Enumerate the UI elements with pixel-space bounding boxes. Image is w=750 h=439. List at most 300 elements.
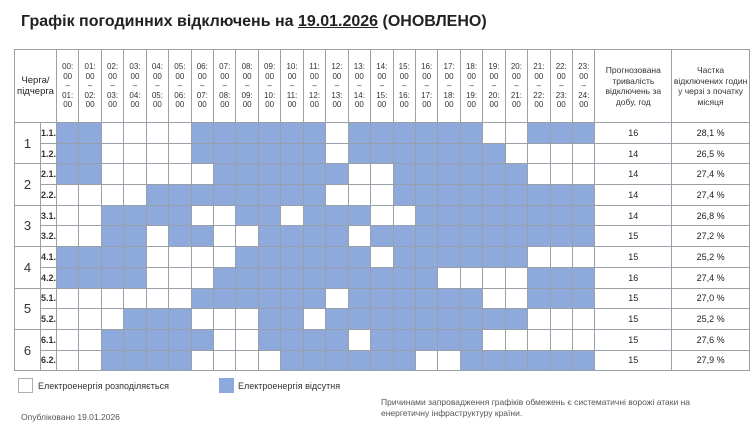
hour-header: 10: 00 – 11: 00 — [281, 50, 303, 123]
hour-header: 21: 00 – 22: 00 — [528, 50, 550, 123]
power-cell — [483, 288, 505, 309]
power-cell — [505, 267, 527, 288]
outage-cell — [483, 226, 505, 247]
subqueue-label: 6.2. — [40, 350, 56, 371]
outage-cell — [236, 247, 258, 268]
outage-cell — [415, 205, 437, 226]
outage-cell — [371, 350, 393, 371]
hour-header: 01: 00 – 02: 00 — [79, 50, 101, 123]
outage-cell — [214, 288, 236, 309]
outage-cell — [460, 205, 482, 226]
outage-cell — [415, 226, 437, 247]
power-cell — [236, 309, 258, 330]
outage-cell — [483, 247, 505, 268]
outage-cell — [371, 329, 393, 350]
outage-cell — [146, 205, 168, 226]
percent-value: 27,4 % — [672, 267, 750, 288]
outage-cell — [79, 123, 101, 144]
hour-header: 17: 00 – 18: 00 — [438, 50, 460, 123]
power-cell — [573, 247, 595, 268]
outage-cell — [281, 123, 303, 144]
percent-value: 28,1 % — [672, 123, 750, 144]
power-cell — [573, 329, 595, 350]
power-cell — [101, 288, 123, 309]
power-cell — [371, 185, 393, 206]
power-cell — [146, 247, 168, 268]
power-cell — [101, 143, 123, 164]
outage-cell — [303, 350, 325, 371]
table-row — [15, 309, 750, 330]
outage-cell — [146, 185, 168, 206]
title-date: 19.01.2026 — [297, 13, 379, 30]
outage-cell — [483, 309, 505, 330]
hour-header: 19: 00 – 20: 00 — [483, 50, 505, 123]
table-row — [15, 288, 750, 309]
power-cell — [550, 164, 572, 185]
power-cell — [146, 267, 168, 288]
power-cell — [371, 247, 393, 268]
hour-header: 04: 00 – 05: 00 — [146, 50, 168, 123]
outage-cell — [281, 267, 303, 288]
outage-cell — [415, 123, 437, 144]
outage-cell — [573, 288, 595, 309]
outage-cell — [303, 226, 325, 247]
power-cell — [371, 205, 393, 226]
outage-cell — [505, 205, 527, 226]
outage-cell — [326, 267, 348, 288]
outage-cell — [258, 288, 280, 309]
outage-cell — [303, 329, 325, 350]
outage-cell — [281, 309, 303, 330]
table-row — [15, 205, 750, 226]
outage-cell — [236, 143, 258, 164]
outage-cell — [550, 123, 572, 144]
outage-cell — [438, 247, 460, 268]
outage-cell — [191, 185, 213, 206]
outage-cell — [528, 267, 550, 288]
power-cell — [169, 288, 191, 309]
outage-cell — [371, 288, 393, 309]
queue-label: 1 — [15, 123, 41, 164]
forecast-value: 16 — [595, 267, 672, 288]
power-cell — [214, 309, 236, 330]
outage-schedule-table — [14, 49, 750, 371]
outage-cell — [281, 329, 303, 350]
outage-cell — [348, 247, 370, 268]
outage-cell — [348, 123, 370, 144]
power-cell — [438, 350, 460, 371]
outage-cell — [438, 288, 460, 309]
power-cell — [438, 267, 460, 288]
forecast-value: 14 — [595, 164, 672, 185]
outage-cell — [56, 247, 78, 268]
power-cell — [56, 185, 78, 206]
forecast-value: 16 — [595, 123, 672, 144]
power-cell — [573, 143, 595, 164]
outage-cell — [505, 350, 527, 371]
power-cell — [214, 329, 236, 350]
outage-cell — [191, 288, 213, 309]
outage-cell — [79, 143, 101, 164]
hour-header: 18: 00 – 19: 00 — [460, 50, 482, 123]
outage-cell — [79, 247, 101, 268]
outage-cell — [528, 123, 550, 144]
outage-cell — [258, 267, 280, 288]
outage-cell — [236, 205, 258, 226]
outage-cell — [393, 350, 415, 371]
power-cell — [79, 309, 101, 330]
power-cell — [214, 350, 236, 371]
power-cell — [573, 164, 595, 185]
forecast-value: 14 — [595, 143, 672, 164]
outage-cell — [146, 309, 168, 330]
legend-power-on-swatch — [18, 378, 33, 393]
outage-cell — [303, 288, 325, 309]
outage-cell — [505, 185, 527, 206]
power-cell — [528, 329, 550, 350]
queue-label: 4 — [15, 247, 41, 288]
outage-cell — [573, 350, 595, 371]
legend-power-off-swatch — [219, 378, 234, 393]
power-cell — [460, 267, 482, 288]
outage-cell — [415, 143, 437, 164]
outage-cell — [326, 329, 348, 350]
power-cell — [528, 143, 550, 164]
outage-cell — [191, 123, 213, 144]
power-cell — [79, 329, 101, 350]
outage-cell — [415, 247, 437, 268]
power-cell — [371, 164, 393, 185]
outage-cell — [303, 247, 325, 268]
outage-cell — [438, 143, 460, 164]
outage-cell — [348, 205, 370, 226]
outage-cell — [101, 205, 123, 226]
outage-cell — [371, 309, 393, 330]
outage-cell — [101, 350, 123, 371]
outage-cell — [146, 350, 168, 371]
outage-cell — [258, 143, 280, 164]
power-cell — [483, 267, 505, 288]
hour-header: 09: 00 – 10: 00 — [258, 50, 280, 123]
outage-cell — [460, 247, 482, 268]
outage-cell — [573, 267, 595, 288]
outage-cell — [393, 309, 415, 330]
table-row — [15, 267, 750, 288]
subqueue-label: 5.2. — [40, 309, 56, 330]
outage-cell — [258, 185, 280, 206]
subqueue-label: 5.1. — [40, 288, 56, 309]
power-cell — [505, 329, 527, 350]
page-title — [21, 13, 487, 31]
forecast-value: 15 — [595, 288, 672, 309]
outage-cell — [101, 226, 123, 247]
outage-cell — [415, 329, 437, 350]
outage-cell — [169, 329, 191, 350]
percent-value: 27,0 % — [672, 288, 750, 309]
power-cell — [79, 350, 101, 371]
power-cell — [483, 123, 505, 144]
outage-cell — [460, 288, 482, 309]
outage-cell — [528, 185, 550, 206]
outage-cell — [303, 185, 325, 206]
percent-value: 25,2 % — [672, 247, 750, 268]
power-cell — [326, 185, 348, 206]
outage-cell — [258, 329, 280, 350]
subqueue-label: 1.1. — [40, 123, 56, 144]
outage-cell — [371, 143, 393, 164]
legend-power-off-label: Електроенергія відсутня — [238, 381, 341, 391]
outage-cell — [56, 267, 78, 288]
outage-cell — [191, 143, 213, 164]
power-cell — [505, 123, 527, 144]
outage-cell — [415, 309, 437, 330]
hour-header: 03: 00 – 04: 00 — [124, 50, 146, 123]
forecast-value: 15 — [595, 226, 672, 247]
hour-header: 20: 00 – 21: 00 — [505, 50, 527, 123]
outage-cell — [573, 185, 595, 206]
percent-value: 27,2 % — [672, 226, 750, 247]
outage-cell — [281, 185, 303, 206]
power-cell — [505, 288, 527, 309]
outage-cell — [460, 309, 482, 330]
outage-cell — [56, 143, 78, 164]
power-cell — [56, 329, 78, 350]
hour-header: 08: 00 – 09: 00 — [236, 50, 258, 123]
outage-cell — [550, 350, 572, 371]
power-cell — [393, 205, 415, 226]
power-cell — [348, 185, 370, 206]
outage-cell — [393, 164, 415, 185]
outage-cell — [483, 205, 505, 226]
power-cell — [191, 247, 213, 268]
outage-cell — [393, 185, 415, 206]
power-cell — [79, 226, 101, 247]
power-cell — [169, 123, 191, 144]
power-cell — [56, 309, 78, 330]
outage-cell — [371, 123, 393, 144]
outage-cell — [483, 164, 505, 185]
outage-cell — [505, 164, 527, 185]
outage-cell — [169, 309, 191, 330]
outage-cell — [505, 309, 527, 330]
power-cell — [191, 350, 213, 371]
outage-cell — [438, 185, 460, 206]
outage-cell — [326, 309, 348, 330]
hour-header: 06: 00 – 07: 00 — [191, 50, 213, 123]
hour-header: 02: 00 – 03: 00 — [101, 50, 123, 123]
outage-cell — [214, 267, 236, 288]
power-cell — [124, 164, 146, 185]
power-cell — [326, 288, 348, 309]
power-cell — [101, 185, 123, 206]
power-cell — [146, 123, 168, 144]
power-cell — [169, 143, 191, 164]
subqueue-label: 6.1. — [40, 329, 56, 350]
hour-header: 05: 00 – 06: 00 — [169, 50, 191, 123]
percent-value: 27,9 % — [672, 350, 750, 371]
outage-cell — [281, 288, 303, 309]
power-cell — [56, 226, 78, 247]
subqueue-label: 4.1. — [40, 247, 56, 268]
hour-header: 14: 00 – 15: 00 — [371, 50, 393, 123]
outage-cell — [550, 288, 572, 309]
outage-cell — [573, 226, 595, 247]
outage-cell — [550, 226, 572, 247]
table-row — [15, 350, 750, 371]
subqueue-label: 1.2. — [40, 143, 56, 164]
outage-cell — [214, 164, 236, 185]
power-cell — [326, 123, 348, 144]
power-cell — [169, 267, 191, 288]
power-cell — [348, 329, 370, 350]
outage-cell — [124, 309, 146, 330]
outage-cell — [281, 143, 303, 164]
power-cell — [79, 185, 101, 206]
power-cell — [191, 164, 213, 185]
queue-label: 3 — [15, 205, 41, 246]
queue-label: 5 — [15, 288, 41, 329]
header-row — [15, 50, 750, 123]
outage-cell — [573, 205, 595, 226]
outage-cell — [236, 267, 258, 288]
outage-cell — [79, 267, 101, 288]
power-cell — [505, 143, 527, 164]
schedule-body — [15, 123, 750, 371]
hour-header: 15: 00 – 16: 00 — [393, 50, 415, 123]
outage-cell — [101, 329, 123, 350]
outage-cell — [528, 288, 550, 309]
outage-cell — [528, 226, 550, 247]
outage-cell — [460, 226, 482, 247]
power-cell — [101, 164, 123, 185]
published-date: Опубліковано 19.01.2026 — [21, 412, 120, 422]
table-row — [15, 226, 750, 247]
outage-cell — [236, 185, 258, 206]
power-cell — [146, 226, 168, 247]
percent-value: 27,6 % — [672, 329, 750, 350]
outage-cell — [505, 247, 527, 268]
table-row — [15, 123, 750, 144]
outage-cell — [348, 350, 370, 371]
percent-value: 27,4 % — [672, 164, 750, 185]
power-cell — [56, 350, 78, 371]
power-cell — [146, 288, 168, 309]
outage-cell — [214, 143, 236, 164]
power-cell — [191, 267, 213, 288]
outage-cell — [371, 226, 393, 247]
outage-cell — [56, 123, 78, 144]
queue-label: 2 — [15, 164, 41, 205]
outage-cell — [528, 205, 550, 226]
forecast-value: 15 — [595, 329, 672, 350]
forecast-value: 15 — [595, 247, 672, 268]
outage-cell — [281, 247, 303, 268]
outage-cell — [483, 350, 505, 371]
forecast-value: 14 — [595, 205, 672, 226]
hour-header: 00: 00 – 01: 00 — [56, 50, 78, 123]
outage-cell — [393, 288, 415, 309]
outage-cell — [169, 185, 191, 206]
outage-cell — [258, 205, 280, 226]
table-row — [15, 185, 750, 206]
power-cell — [303, 309, 325, 330]
power-cell — [124, 123, 146, 144]
outage-cell — [460, 164, 482, 185]
outage-cell — [191, 226, 213, 247]
outage-cell — [348, 309, 370, 330]
reason-note: Причинами запровадження графіків обмежень є систематичні ворожі атаки на енергетичну інфраструктуру країни. — [381, 397, 691, 418]
power-cell — [550, 309, 572, 330]
subqueue-label: 2.1. — [40, 164, 56, 185]
power-cell — [191, 205, 213, 226]
outage-cell — [393, 143, 415, 164]
power-cell — [236, 350, 258, 371]
outage-cell — [438, 329, 460, 350]
power-cell — [483, 329, 505, 350]
forecast-value: 15 — [595, 350, 672, 371]
outage-cell — [214, 185, 236, 206]
outage-cell — [550, 185, 572, 206]
subqueue-label: 2.2. — [40, 185, 56, 206]
outage-cell — [169, 205, 191, 226]
outage-cell — [348, 288, 370, 309]
outage-cell — [236, 164, 258, 185]
power-cell — [258, 350, 280, 371]
power-cell — [550, 329, 572, 350]
power-cell — [79, 288, 101, 309]
outage-cell — [415, 288, 437, 309]
outage-cell — [505, 226, 527, 247]
outage-cell — [236, 288, 258, 309]
outage-cell — [258, 123, 280, 144]
outage-cell — [79, 164, 101, 185]
outage-cell — [326, 226, 348, 247]
title-suffix: (ОНОВЛЕНО) — [378, 13, 487, 30]
outage-cell — [348, 267, 370, 288]
outage-cell — [460, 185, 482, 206]
outage-cell — [214, 123, 236, 144]
power-cell — [281, 205, 303, 226]
power-cell — [214, 247, 236, 268]
power-cell — [101, 309, 123, 330]
outage-cell — [124, 226, 146, 247]
outage-cell — [326, 247, 348, 268]
percent-value: 25,2 % — [672, 309, 750, 330]
outage-cell — [56, 164, 78, 185]
outage-cell — [348, 143, 370, 164]
hour-header: 13: 00 – 14: 00 — [348, 50, 370, 123]
power-cell — [146, 164, 168, 185]
outage-cell — [483, 185, 505, 206]
power-cell — [124, 185, 146, 206]
power-cell — [124, 143, 146, 164]
power-cell — [348, 164, 370, 185]
power-cell — [169, 164, 191, 185]
outage-cell — [169, 350, 191, 371]
outage-cell — [438, 123, 460, 144]
power-cell — [528, 247, 550, 268]
power-cell — [236, 329, 258, 350]
power-cell — [169, 247, 191, 268]
forecast-header: Прогнозована тривалість відключень за добу, год — [595, 50, 672, 123]
outage-cell — [438, 226, 460, 247]
title-prefix: Графік погодинних відключень на — [21, 13, 298, 30]
hour-header: 22: 00 – 23: 00 — [550, 50, 572, 123]
outage-cell — [303, 205, 325, 226]
outage-cell — [124, 205, 146, 226]
outage-cell — [393, 226, 415, 247]
outage-cell — [393, 267, 415, 288]
